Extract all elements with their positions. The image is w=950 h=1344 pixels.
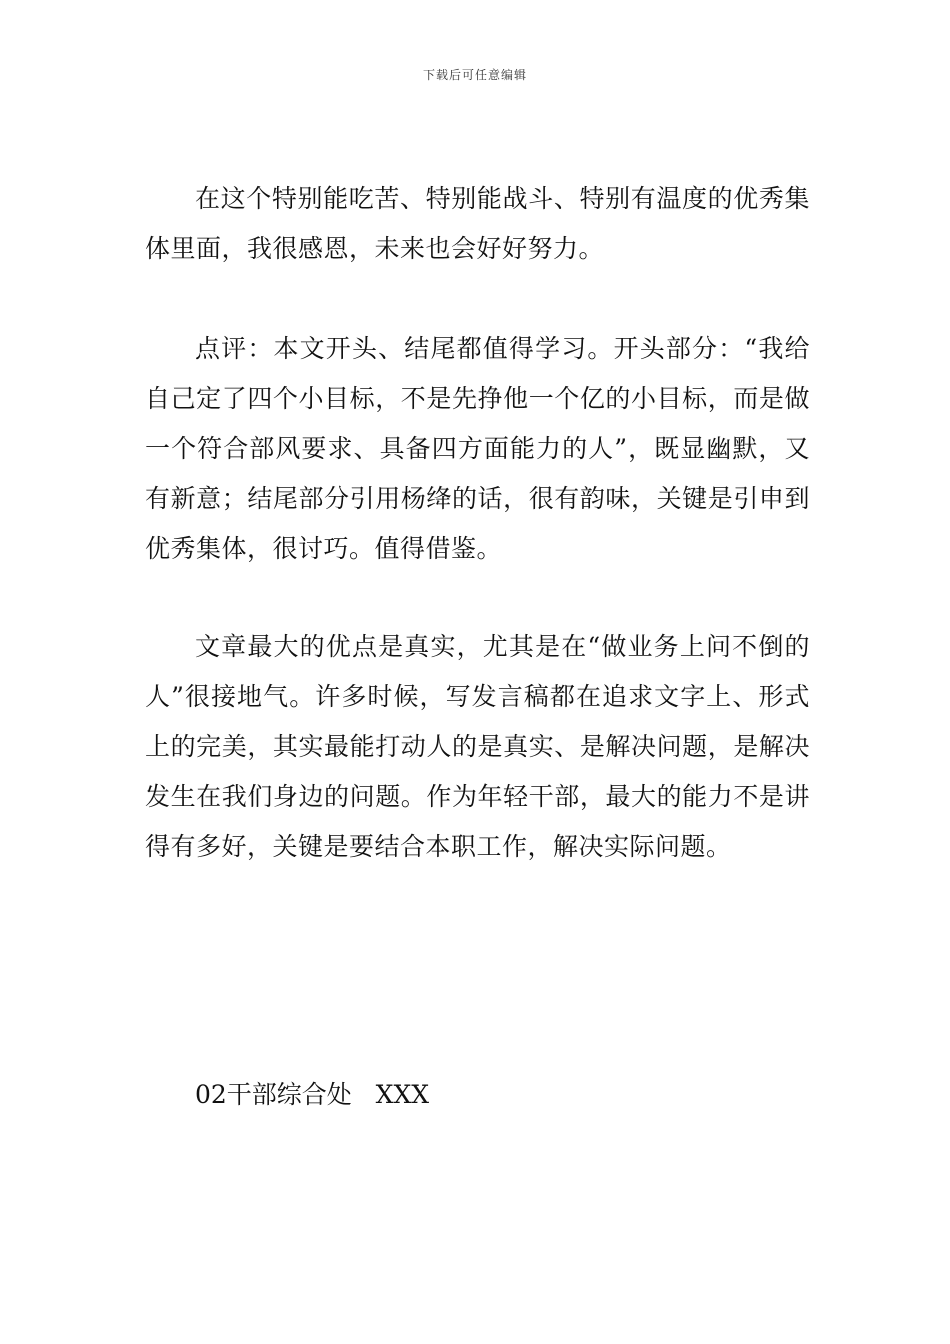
paragraph-closing: 在这个特别能吃苦、特别能战斗、特别有温度的优秀集体里面，我很感恩，未来也会好好努力。 xyxy=(145,184,810,263)
signature-line: 02干部综合处 XXX xyxy=(195,1080,430,1109)
paragraph-analysis: 文章最大的优点是真实，尤其是在“做业务上问不倒的人”很接地气。许多时候，写发言稿都在追求文字上、形式上的完美，其实最能打动人的是真实、是解决问题，是解决发生在我们身边的问题。作为年轻干部，最大的能力不是讲得有多好，关键是要结合本职工作，解决实际问题。 xyxy=(145,632,810,861)
header-note: 下载后可任意编辑 xyxy=(422,68,527,82)
paragraph-comment: 点评：本文开头、结尾都值得学习。开头部分：“我给自己定了四个小目标，不是先挣他一个亿的小目标，而是做一个符合部风要求、具备四方面能力的人”，既显幽默，又有新意；结尾部分引用杨绛的话，很有韵味，关键是引申到优秀集体，很讨巧。值得借鉴。 xyxy=(145,334,810,563)
